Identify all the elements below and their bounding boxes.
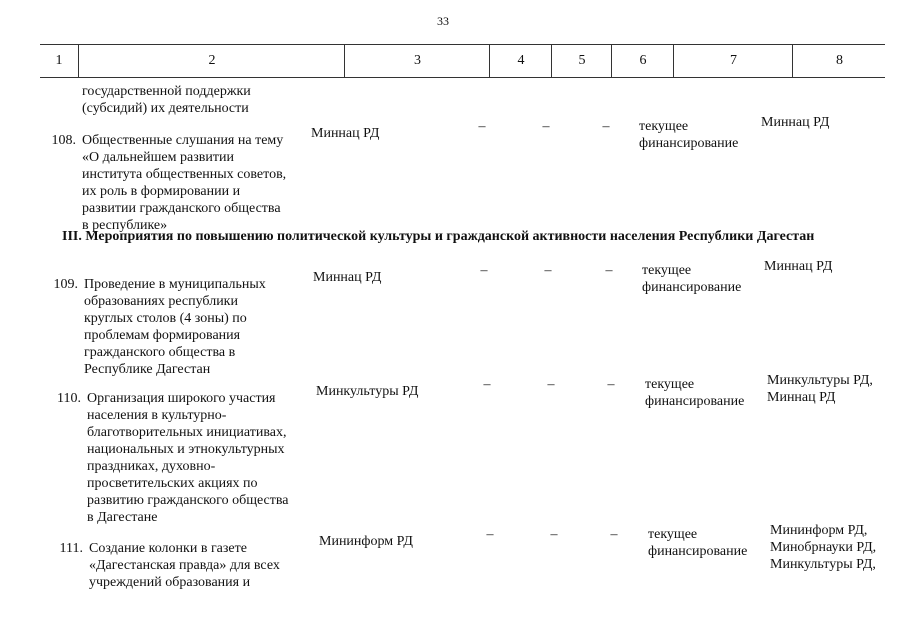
section-heading: III. Мероприятия по повышению политической культуры и гражданской активности населения Республики Дагестан (62, 229, 815, 244)
page-number: 33 (437, 14, 449, 28)
row-executors: Мининформ РД, Минобрнауки РД, Минкультуры РД, (770, 523, 877, 572)
row-funding: текущее финансирование (645, 377, 745, 409)
row-col6: – (610, 527, 618, 542)
row-executors: Минкультуры РД, Миннац РД (767, 373, 873, 405)
row-col4: – (486, 527, 494, 542)
row-description: Создание колонки в газете «Дагестанская правда» для всех учреждений образования и (89, 541, 280, 590)
header-col-8: 8 (792, 45, 886, 77)
row-number: 109. (53, 277, 78, 292)
row-col6: – (605, 263, 613, 278)
row-organizer: Миннац РД (313, 270, 382, 285)
table-header (40, 44, 885, 78)
row-description: Общественные слушания на тему «О дальнейшем развитии института общественных советов, их роль в формировании и развитии гражданского общества в республике» (82, 133, 287, 233)
row-col4: – (480, 263, 488, 278)
header-col-4: 4 (489, 45, 552, 77)
row-col6: – (607, 377, 615, 392)
header-col-3: 3 (344, 45, 490, 77)
header-col-6: 6 (611, 45, 674, 77)
row-col4: – (483, 377, 491, 392)
row-funding: текущее финансирование (642, 263, 742, 295)
row-col6: – (602, 119, 610, 134)
row-executors: Миннац РД (761, 115, 830, 130)
header-col-2: 2 (78, 45, 345, 77)
row-organizer: Миннац РД (311, 126, 380, 141)
row-description: Проведение в муниципальных образованиях республики круглых столов (4 зоны) по проблемам формирования гражданского общества в Республике Дагестан (84, 277, 266, 377)
continuation-text: государственной поддержки (субсидий) их деятельности (82, 84, 251, 116)
row-funding: текущее финансирование (648, 527, 748, 559)
header-col-7: 7 (673, 45, 793, 77)
row-number: 110. (57, 391, 81, 406)
header-col-1: 1 (55, 53, 63, 68)
row-description: Организация широкого участия населения в культурно- благотворительных инициативах, национальных и этнокультурных праздниках, духовно- просветительских акциях по развитию гражданского общества в Дагестане (87, 391, 289, 525)
row-funding: текущее финансирование (639, 119, 739, 151)
row-number: 108. (51, 133, 76, 148)
row-organizer: Минкультуры РД (316, 384, 419, 399)
row-col5: – (547, 377, 555, 392)
row-number: 111. (59, 541, 83, 556)
row-organizer: Мининформ РД (319, 534, 413, 549)
header-col-5: 5 (551, 45, 612, 77)
row-executors: Миннац РД (764, 259, 833, 274)
row-col5: – (542, 119, 550, 134)
row-col5: – (550, 527, 558, 542)
row-col4: – (478, 119, 486, 134)
row-col5: – (544, 263, 552, 278)
